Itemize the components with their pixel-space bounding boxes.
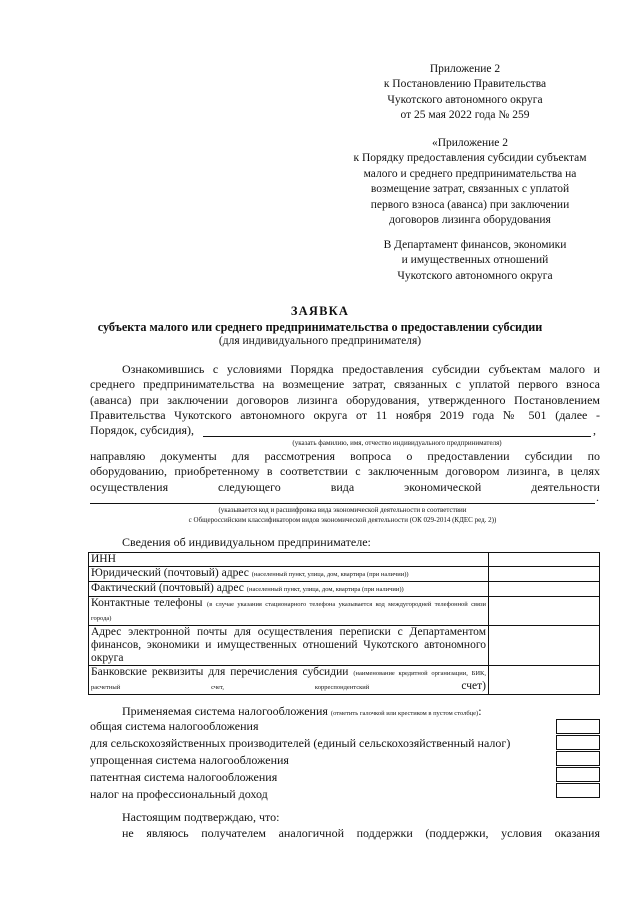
row-label-tail: счет)	[369, 680, 486, 692]
confirm-line: не являюсь получателем аналогичной поддержки (поддержки, условия оказания	[122, 826, 600, 840]
table-cell-label	[89, 626, 489, 666]
direction-line: направляю документы для рассмотрения вопроса о предоставлении субсидии по	[90, 449, 600, 463]
inner-appendix-line: к Порядку предоставления субсидии субъектам	[353, 152, 587, 165]
inner-appendix-line: возмещение затрат, связанных с уплатой	[370, 183, 570, 196]
intro-last-line: Порядок, субсидия),	[90, 423, 195, 437]
activity-hint-2: с Общероссийским классификатором видов экономической деятельности (ОК 029-2014 (КДЕС ред. 2))	[188, 516, 497, 524]
tax-option-checkbox[interactable]	[556, 767, 600, 782]
tax-option-checkbox[interactable]	[556, 751, 600, 766]
inn-value-cell[interactable]	[489, 553, 600, 567]
appendix-line: Чукотского автономного округа	[387, 93, 543, 106]
row-label: Юридический (почтовый) адрес	[91, 567, 252, 579]
table-row	[89, 626, 600, 666]
confirm-heading: Настоящим подтверждаю, что:	[122, 810, 280, 824]
name-hint: (указать фамилию, имя, отчество индивидуального предпринимателя)	[292, 439, 502, 447]
intro-paragraph	[90, 362, 600, 423]
row-label: ИНН	[91, 553, 116, 565]
bank-details-value-cell[interactable]	[489, 666, 600, 695]
tax-option-label: упрощенная система налогообложения	[90, 753, 289, 767]
addressee-block	[340, 238, 610, 284]
direction-word: деятельности	[531, 479, 600, 494]
row-label: Адрес электронной почты для осуществления переписки с Департаментом финансов, экономики и имущественных отношений Чукотского автономного округа	[91, 626, 486, 664]
inner-appendix-line: «Приложение 2	[431, 137, 509, 149]
appendix-block	[340, 62, 590, 124]
entrepreneur-info-table	[88, 552, 600, 695]
name-fill-line[interactable]	[203, 436, 591, 437]
addressee-line: В Департамент финансов, экономики	[383, 239, 567, 251]
addressee-line: и имущественных отношений	[401, 254, 549, 267]
inner-appendix-block	[330, 136, 610, 228]
row-hint: (наименование кредитной организации, БИК, расчетный счет, корреспондентский	[91, 670, 486, 691]
table-cell-label	[89, 553, 489, 567]
tax-heading-text: Применяемая система налогообложения	[122, 704, 331, 718]
info-heading: Сведения об индивидуальном предпринимателе:	[122, 535, 371, 549]
phones-value-cell[interactable]	[489, 597, 600, 626]
document-subtitle: субъекта малого или среднего предпринимательства о предоставлении субсидии	[97, 320, 543, 334]
inner-appendix-line: договоров лизинга оборудования	[389, 214, 551, 227]
table-cell-label	[89, 582, 489, 597]
actual-address-value-cell[interactable]	[489, 582, 600, 597]
inner-appendix-line: малого и среднего предпринимательства на	[363, 167, 577, 180]
table-row	[89, 666, 600, 695]
tax-option-label: для сельскохозяйственных производителей (единый сельскохозяйственный налог)	[90, 736, 511, 750]
appendix-line: к Постановлению Правительства	[383, 78, 547, 91]
tax-heading-end: :	[478, 704, 482, 718]
table-cell-label	[89, 597, 489, 626]
row-label: Банковские реквизиты для перечисления субсидии	[91, 666, 354, 678]
row-hint: (населенный пункт, улица, дом, квартира (при наличии))	[251, 571, 409, 578]
document-title-note: (для индивидуального предпринимателя)	[218, 335, 422, 347]
tax-option-checkbox[interactable]	[556, 783, 600, 798]
row-label: Контактные телефоны	[91, 597, 208, 609]
intro-line: Правительства Чукотского автономного округа от 11 ноября 2019 года № 501 (далее -	[90, 407, 600, 422]
table-row	[89, 597, 600, 626]
document-title: ЗАЯВКА	[290, 304, 350, 318]
intro-line: (аванса) при заключении договоров лизинга оборудования, утвержденного Постановлением	[90, 392, 600, 407]
direction-line: оборудованию, приобретенному в соответствии с заключенным договором лизинга, в целях	[90, 464, 600, 479]
direction-word: следующего	[218, 479, 281, 494]
table-cell-label	[89, 666, 489, 695]
appendix-line: от 25 мая 2022 года № 259	[400, 109, 530, 122]
table-row	[89, 582, 600, 597]
tax-option-label: патентная система налогообложения	[90, 770, 278, 784]
tax-option-label: налог на профессиональный доход	[90, 787, 268, 801]
tax-option-checkbox[interactable]	[556, 735, 600, 750]
tax-heading	[122, 704, 482, 719]
row-hint: (населенный пункт, улица, дом, квартира (при наличии))	[246, 586, 404, 593]
direction-word: вида	[330, 479, 355, 494]
name-line-end: ,	[593, 423, 596, 437]
tax-heading-hint: (отметить галочкой или крестиком в пустом столбце)	[330, 710, 479, 717]
activity-hint-1: (указывается код и расшифровка вида экономической деятельности в соответствии	[218, 506, 467, 514]
row-hint: (в случае указания стационарного телефона указывается код междугородней телефонной связи города)	[91, 601, 486, 622]
direction-paragraph	[90, 449, 600, 495]
row-label: Фактический (почтовый) адрес	[91, 582, 247, 594]
table-row	[89, 567, 600, 582]
addressee-line: Чукотского автономного округа	[397, 269, 553, 282]
inner-appendix-line: первого взноса (аванса) при заключении	[370, 198, 570, 211]
direction-words	[90, 480, 600, 495]
intro-line: Ознакомившись с условиями Порядка предоставления субсидии субъектам малого и	[122, 362, 600, 376]
legal-address-value-cell[interactable]	[489, 567, 600, 582]
direction-word: экономической	[404, 479, 482, 494]
intro-line: среднего предпринимательства на возмещение затрат, связанных с уплатой первого взноса	[90, 377, 600, 392]
activity-line-end: .	[596, 490, 599, 504]
table-cell-label	[89, 567, 489, 582]
table-row	[89, 553, 600, 567]
email-value-cell[interactable]	[489, 626, 600, 666]
appendix-line: Приложение 2	[429, 63, 501, 75]
activity-fill-line[interactable]	[90, 503, 595, 504]
direction-word: осуществления	[90, 479, 169, 494]
tax-option-checkbox[interactable]	[556, 719, 600, 734]
tax-option-label: общая система налогообложения	[90, 719, 259, 733]
